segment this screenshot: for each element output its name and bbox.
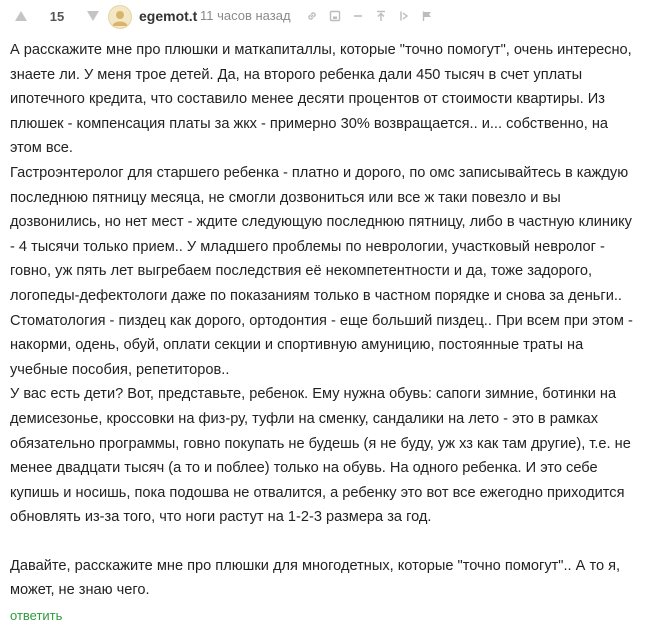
arrow-up-icon <box>14 10 28 22</box>
timestamp[interactable]: 11 часов назад <box>200 8 291 23</box>
comment-body <box>10 38 640 603</box>
comment-actions <box>306 8 433 24</box>
comment-paragraph: Давайте, расскажите мне про плюшки для многодетных, которые "точно помогут".. А то я, может, не знаю чего. <box>10 557 621 599</box>
avatar[interactable] <box>108 5 132 29</box>
collapse-button[interactable] <box>398 10 410 22</box>
share-up-icon <box>375 10 387 22</box>
comment-paragraph: У вас есть дети? Вот, представьте, ребенок. Ему нужна обувь: сапоги зимние, ботинки на демисезонье, кроссовки на физ-ру, туфли на сменку, сандалики на лето - это в рамках обязательно программы, говно покупать не будешь (я не буду, уж хз как там другие), т.е. не менее двадцати тысяч (а то и поблее) только на обувь. На одного ребенка. И это себе купишь и носишь, пока подошва не отвалится, а ребенку это вот все ежегодно приходится обновлять из-за того, что ноги растут на 1-2-3 размера за год. <box>10 386 631 526</box>
link-icon <box>306 10 318 22</box>
username[interactable]: egemot.t <box>139 8 198 24</box>
comment-paragraph: А расскажите мне про плюшки и маткапиталлы, которые "точно помогут", очень интересно, знаете ли. У меня трое детей. Да, на второго ребенка дали 450 тысяч в счет уплаты ипотечного кредита, что составило менее десяти процентов от стоимости квартиры. Из плюшек - компенсация платы за жкх - примерно 30% возвращается.. и... собственно, на этом все. <box>10 42 632 157</box>
save-button[interactable] <box>329 10 341 22</box>
reply-link[interactable]: ответить <box>10 608 63 623</box>
flag-button[interactable] <box>421 10 433 22</box>
rating-control <box>14 8 100 24</box>
flag-icon <box>421 10 433 22</box>
user-avatar-icon <box>109 6 131 28</box>
comment-paragraph: Гастроэнтеролог для старшего ребенка - платно и дорого, по омс записывайтесь в каждую последнюю пятницу месяца, не смогли дозвониться или все ж таки повезло и вы дозвонились, но нет мест - ждите следующую последнюю пятницу, либо в частную клинику - 4 тысячи только прием.. У младшего проблемы по неврологии, участковый невролог - говно, уж пять лет выгребаем последствия её некомпетентности и да, тоже задорого, логопеды-дефектологи даже по показаниям только в частном порядке и снова за деньги.. Стоматология - пиздец как дорого, ортодонтия - еще больший пиздец.. При всем при этом - накорми, одень, обуй, оплати секции и спортивную амуницию, постоянные траты на учебные пособия, репетиторов.. <box>10 164 633 378</box>
arrow-down-icon <box>86 10 100 22</box>
downvote-button[interactable] <box>86 9 100 23</box>
minus-button[interactable] <box>352 10 364 22</box>
collapse-icon <box>398 10 410 22</box>
save-icon <box>329 10 341 22</box>
rating-score: 15 <box>49 8 65 24</box>
upvote-button[interactable] <box>14 9 28 23</box>
comment-header <box>0 0 650 32</box>
minus-icon <box>352 10 364 22</box>
link-button[interactable] <box>306 10 318 22</box>
share-up-button[interactable] <box>375 10 387 22</box>
